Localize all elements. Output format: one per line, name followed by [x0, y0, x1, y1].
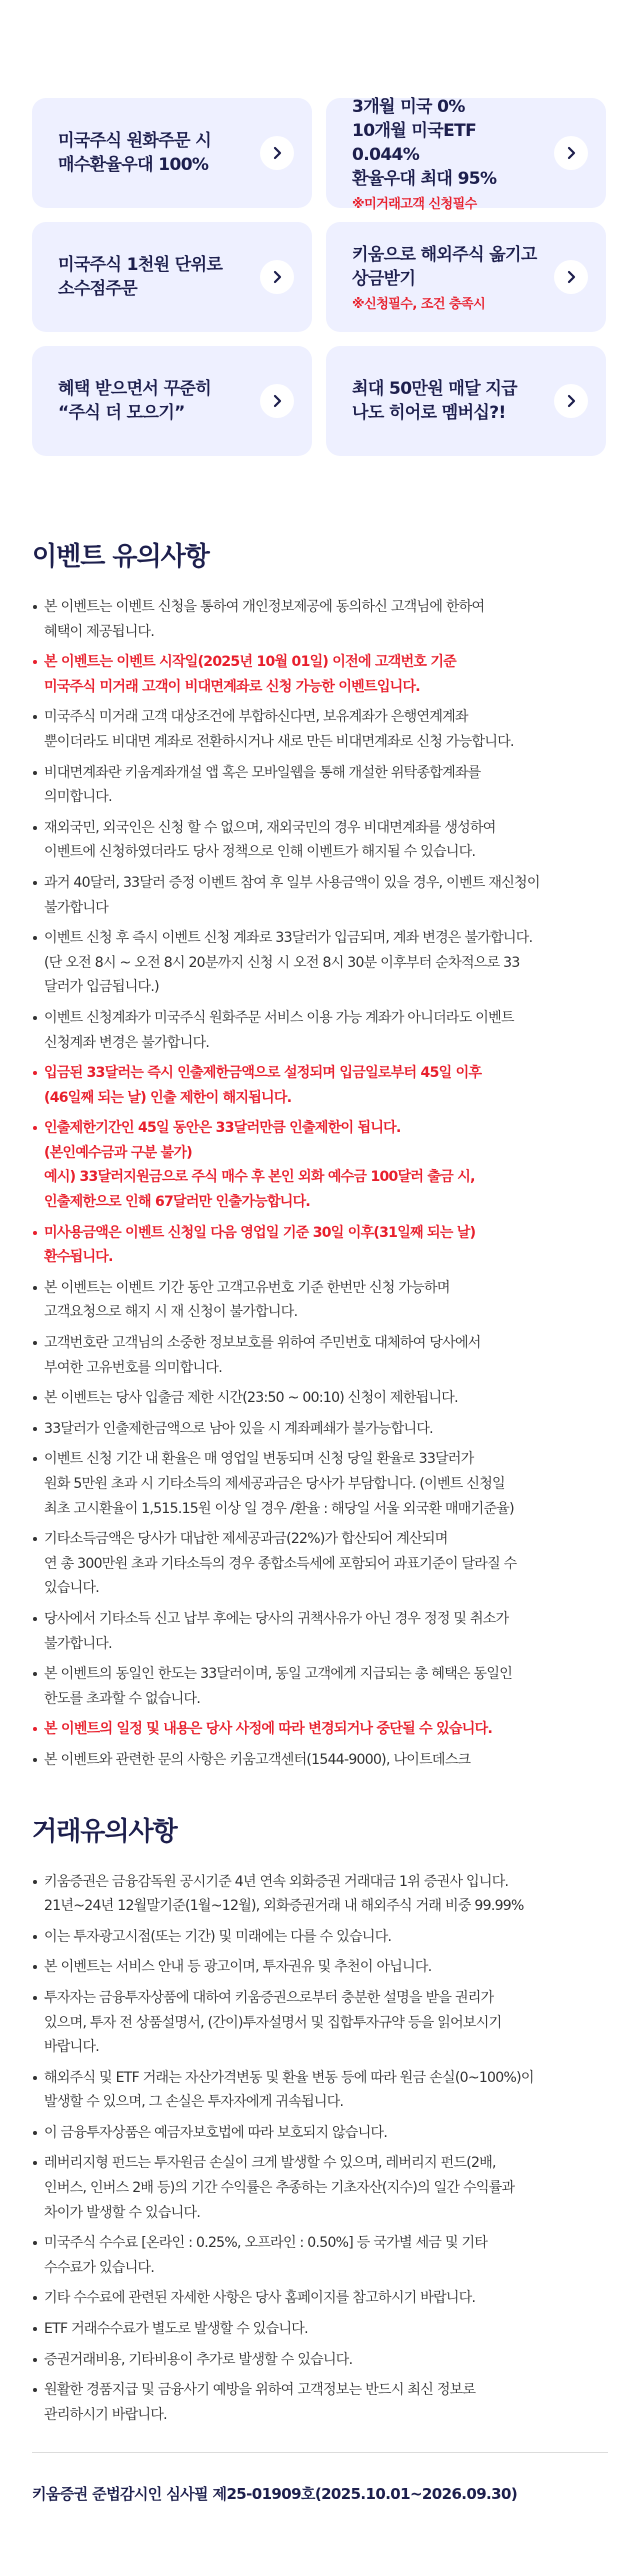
benefit-cards [0, 0, 640, 456]
benefit-card-title: 3개월 미국 0% 10개월 미국ETF 0.044% 환율우대 최대 95% [352, 96, 497, 189]
trade-notice-title: 거래유의사항 [32, 1816, 177, 1847]
notice-item: 미국주식 미거래 고객 대상조건에 부합하신다면, 보유계좌가 은행연계계좌 뿐이더라도 비대면 계좌로 전환하시거나 새로 만든 비대면계좌로 신청 가능합니다. [32, 705, 608, 754]
compliance-text: 키움증권 준법감시인 심사필 제25-01909호(2025.10.01~2026.09.30) [32, 2485, 518, 2503]
notice-item: 키움증권은 금융감독원 공시기준 4년 연속 외화증권 거래대금 1위 증권사 입니다. 21년~24년 12월말기준(1월~12월), 외화증권거래 내 해외주식 거래 비중 99.99% [32, 1870, 608, 1919]
chevron-right-icon[interactable] [260, 384, 294, 418]
notice-item: 이는 투자광고시점(또는 기간) 및 미래에는 다를 수 있습니다. [32, 1925, 608, 1950]
benefit-card-title: 혜택 받으면서 꾸준히 “주식 더 모으기” [58, 379, 212, 423]
benefit-card[interactable] [326, 222, 606, 332]
notice-item: 이벤트 신청계좌가 미국주식 원화주문 서비스 이용 가능 계좌가 아니더라도 이벤트 신청계좌 변경은 불가합니다. [32, 1006, 608, 1055]
benefit-card[interactable] [326, 346, 606, 456]
notice-item: 투자자는 금융투자상품에 대하여 키움증권으로부터 충분한 설명을 받을 권리가 있으며, 투자 전 상품설명서, (간이)투자설명서 및 집합투자규약 등을 읽어보시기 바랍니다. [32, 1986, 608, 2060]
notice-item: 재외국민, 외국인은 신청 할 수 없으며, 재외국민의 경우 비대면계좌를 생성하여 이벤트에 신청하였더라도 당사 정책으로 인해 이벤트가 해지될 수 있습니다. [32, 816, 608, 865]
notice-item: 본 이벤트는 당사 입출금 제한 시간(23:50 ~ 00:10) 신청이 제한됩니다. [32, 1386, 608, 1411]
notice-item: 본 이벤트는 이벤트 신청을 통하여 개인정보제공에 동의하신 고객님에 한하여 혜택이 제공됩니다. [32, 595, 608, 644]
chevron-right-icon[interactable] [260, 136, 294, 170]
notice-item: 본 이벤트는 이벤트 기간 동안 고객고유번호 기준 한번만 신청 가능하며 고객요청으로 해지 시 재 신청이 불가합니다. [32, 1276, 608, 1325]
chevron-right-icon[interactable] [260, 260, 294, 294]
benefit-card-note: ※미거래고객 신청필수 [352, 196, 477, 212]
trade-notice-list [32, 1870, 608, 2428]
notice-item: 본 이벤트의 일정 및 내용은 당사 사정에 따라 변경되거나 중단될 수 있습니다. [32, 1717, 608, 1742]
notice-item: ETF 거래수수료가 별도로 발생할 수 있습니다. [32, 2317, 608, 2342]
chevron-right-icon[interactable] [554, 260, 588, 294]
chevron-right-icon[interactable] [554, 136, 588, 170]
notice-item: 미국주식 수수료 [온라인 : 0.25%, 오프라인 : 0.50%] 등 국가별 세금 및 기타 수수료가 있습니다. [32, 2231, 608, 2280]
event-notice-section [0, 536, 640, 1773]
benefit-card-title: 미국주식 원화주문 시 매수환율우대 100% [58, 131, 212, 175]
benefit-card-title: 미국주식 1천원 단위로 소수점주문 [58, 255, 223, 299]
benefit-card[interactable] [32, 222, 312, 332]
notice-item: 이 금융투자상품은 예금자보호법에 따라 보호되지 않습니다. [32, 2121, 608, 2146]
chevron-right-icon[interactable] [554, 384, 588, 418]
notice-item: 당사에서 기타소득 신고 납부 후에는 당사의 귀책사유가 아닌 경우 정정 및 취소가 불가합니다. [32, 1607, 608, 1656]
notice-item: 고객번호란 고객님의 소중한 정보보호를 위하여 주민번호 대체하여 당사에서 부여한 고유번호를 의미합니다. [32, 1331, 608, 1380]
benefit-card[interactable] [32, 98, 312, 208]
compliance-footer [32, 2452, 608, 2504]
notice-item: 레버리지형 펀드는 투자원금 손실이 크게 발생할 수 있으며, 레버리지 펀드(2배, 인버스, 인버스 2배 등)의 기간 수익률은 추종하는 기초자산(지수)의 일간 수익률과 차이가 발생할 수 있습니다. [32, 2151, 608, 2225]
notice-item: 본 이벤트와 관련한 문의 사항은 키움고객센터(1544-9000), 나이트데스크 [32, 1748, 608, 1773]
notice-item: 미사용금액은 이벤트 신청일 다음 영업일 기준 30일 이후(31일째 되는 날) 환수됩니다. [32, 1221, 608, 1270]
benefit-card-note: ※신청필수, 조건 충족시 [352, 296, 486, 312]
event-notice-title: 이벤트 유의사항 [32, 542, 209, 572]
benefit-card-title: 최대 50만원 매달 지급 나도 히어로 멤버십?! [352, 379, 517, 423]
notice-item: 입금된 33달러는 즉시 인출제한금액으로 설정되며 입금일로부터 45일 이후 (46일째 되는 날) 인출 제한이 해지됩니다. [32, 1061, 608, 1110]
notice-item: 본 이벤트의 동일인 한도는 33달러이며, 동일 고객에게 지급되는 총 혜택은 동일인 한도를 초과할 수 없습니다. [32, 1662, 608, 1711]
notice-item: 본 이벤트는 서비스 안내 등 광고이며, 투자권유 및 추천이 아닙니다. [32, 1955, 608, 1980]
notice-item: 기타 수수료에 관련된 자세한 사항은 당사 홈페이지를 참고하시기 바랍니다. [32, 2286, 608, 2311]
notice-item: 이벤트 신청 후 즉시 이벤트 신청 계좌로 33달러가 입금되며, 계좌 변경은 불가합니다. (단 오전 8시 ~ 오전 8시 20분까지 신청 시 오전 8시 30분 이후부터 순차적으로 33 달러가 입금됩니다.) [32, 926, 608, 1000]
notice-item: 해외주식 및 ETF 거래는 자산가격변동 및 환율 변동 등에 따라 원금 손실(0~100%)이 발생할 수 있으며, 그 손실은 투자자에게 귀속됩니다. [32, 2066, 608, 2115]
benefit-card-title: 키움으로 해외주식 옮기고 상금받기 [352, 244, 537, 289]
notice-item: 이벤트 신청 기간 내 환율은 매 영업일 변동되며 신청 당일 환율로 33달러가 원화 5만원 초과 시 기타소득의 제세공과금은 당사가 부담합니다. (이벤트 신청일 최초 고시환율이 1,515.15원 이상 일 경우 /환율 : 해당일 서울 외국환 매매기준율) [32, 1447, 608, 1521]
notice-item: 33달러가 인출제한금액으로 남아 있을 시 계좌폐쇄가 불가능합니다. [32, 1417, 608, 1442]
benefit-card[interactable] [326, 96, 606, 212]
event-notice-list [32, 595, 608, 1773]
benefit-card[interactable] [32, 346, 312, 456]
notice-item: 비대면계좌란 키움계좌개설 앱 혹은 모바일웹을 통해 개설한 위탁종합계좌를 의미합니다. [32, 761, 608, 810]
notice-item: 과거 40달러, 33달러 증정 이벤트 참여 후 일부 사용금액이 있을 경우, 이벤트 재신청이 불가합니다 [32, 871, 608, 920]
trade-notice-section [0, 1811, 640, 2428]
notice-item: 본 이벤트는 이벤트 시작일(2025년 10월 01일) 이전에 고객번호 기준 미국주식 미거래 고객이 비대면계좌로 신청 가능한 이벤트입니다. [32, 650, 608, 699]
notice-item: 증권거래비용, 기타비용이 추가로 발생할 수 있습니다. [32, 2348, 608, 2373]
notice-item: 원활한 경품지급 및 금융사기 예방을 위하여 고객정보는 반드시 최신 정보로 관리하시기 바랍니다. [32, 2378, 608, 2427]
notice-item: 인출제한기간인 45일 동안은 33달러만큼 인출제한이 됩니다. (본인예수금과 구분 불가) 예시) 33달러지원금으로 주식 매수 후 본인 외화 예수금 100달러 출금 시, 인출제한으로 인해 67달러만 인출가능합니다. [32, 1116, 608, 1214]
notice-item: 기타소득금액은 당사가 대납한 제세공과금(22%)가 합산되어 계산되며 연 총 300만원 초과 기타소득의 경우 종합소득세에 포함되어 과표기준이 달라질 수 있습니다. [32, 1527, 608, 1601]
